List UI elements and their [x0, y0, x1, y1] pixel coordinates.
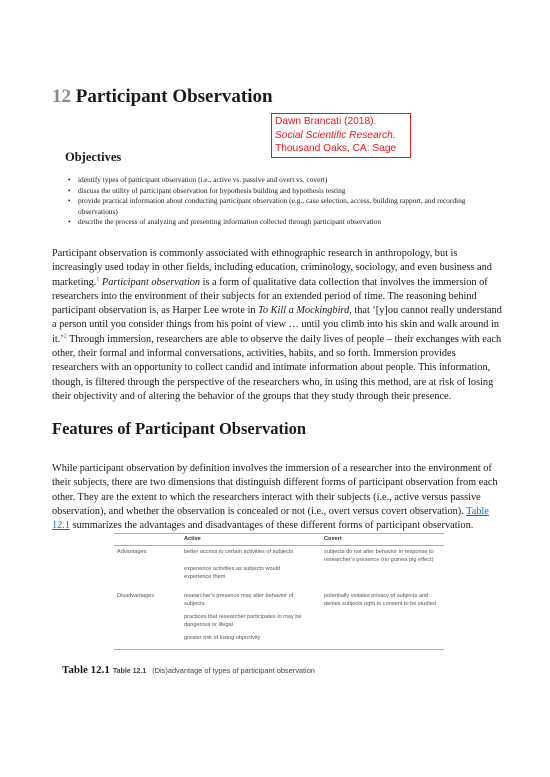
citation-publisher: Thousand Oaks, CA: Sage	[275, 143, 397, 154]
table-header-covert: Covert	[324, 536, 342, 542]
caption-label: Table 12.1	[62, 664, 110, 676]
chapter-title-text: Participant Observation	[75, 86, 273, 107]
intro-text-2: is a form of qualitative data collection that involves the immersion of researchers into the environment of their subjects for an extended period of time. The reasoning behind participant observation is, as Harper Lee wrote in	[52, 276, 488, 317]
table-cell: practices that researcher participates in may be dangerous or illegal	[184, 614, 302, 628]
table-cell: better access to certain activities of subjects	[184, 549, 294, 555]
table-cell: subjects do not alter behavior in response to researcher’s presence (no guinea pig effect)	[324, 549, 434, 563]
table-12-1-link[interactable]: Table 12.1	[52, 505, 489, 532]
book-title-mockingbird: To Kill a Mockingbird	[258, 305, 350, 317]
footnote-1-link[interactable]: 1	[96, 276, 100, 283]
table-cell: experience activities as subjects would experience them	[184, 566, 281, 580]
chapter-title	[52, 86, 273, 108]
features-text-2: summarizes the advantages and disadvantages of these different forms of participant observation.	[70, 520, 474, 532]
citation-author: Dawn Brancati (2018).	[275, 116, 377, 127]
features-paragraph	[52, 462, 502, 533]
comparison-table	[114, 531, 444, 651]
table-cell: researcher’s presence may alter behavior of subjects	[184, 593, 294, 607]
table-row-label-advantages: Advantages	[117, 549, 147, 555]
objectives-list	[62, 175, 502, 228]
citation-annotation-box	[271, 113, 411, 158]
chapter-number: 12	[52, 86, 71, 107]
footnote-2-link[interactable]: 2	[63, 333, 67, 340]
list-item: • identify types of participant observation (i.e., active vs. passive and overt vs. covert)	[62, 175, 502, 186]
objectives-heading: Objectives	[65, 150, 122, 164]
table-caption	[62, 660, 315, 678]
intro-text-3: , that ‘[y]ou cannot really understand a person until you consider things from his point of view … until you climb into his skin and walk around in it.’	[52, 305, 502, 345]
citation-book-title: Social Scientific Research.	[275, 129, 396, 141]
section-heading: Features of Participant Observation	[52, 419, 307, 438]
list-item: • discuss the utility of participant observation for hypothesis building and hypothesis testing	[62, 186, 502, 197]
caption-inner-label: Table 12.1	[112, 668, 147, 675]
intro-text-4: Through immersion, researchers are able to observe the daily lives of people – their exchanges with each other, their formal and informal conversations, activities, habits, and so forth. Immersion provides researchers with an opportunity to collect candid and intimate information about people. This information, though, is filtered through the perspective of the researchers who, in using this method, are at risk of losing their objectivity and of altering the behavior of the groups that they study through their presence.	[52, 333, 502, 402]
table-top-rule	[114, 533, 444, 534]
term-participant-observation: Participant observation	[101, 276, 201, 288]
table-cell: greater risk of losing objectivity	[184, 635, 261, 641]
list-item: • describe the process of analyzing and presenting information collected through participant observation	[62, 217, 502, 228]
table-row-label-disadvantages: Disadvantages	[117, 593, 155, 599]
table-header-rule	[114, 545, 444, 546]
table-bottom-rule	[114, 649, 444, 650]
table-cell: potentially violates privacy of subjects and denies subjects right to consent to be studied	[324, 593, 436, 607]
caption-text: (Dis)advantage of types of participant observation	[152, 666, 315, 675]
features-text-1: While participant observation by definition involves the immersion of a researcher into the environment of their subjects, there are two dimensions that distinguish different forms of participant observation from each other. They are the extent to which the researchers interact with their subjects (i.e., active versus passive observation), and whether the observation is concealed or not (i.e., overt versus covert observation).	[52, 463, 498, 517]
intro-paragraph	[52, 247, 502, 404]
list-item: • provide practical information about conducting participant observation (e.g., case selection, access, building rapport, and recording observations)	[62, 196, 502, 217]
intro-text-1: Participant observation is commonly associated with ethnographic research in anthropology, but is increasingly used today in other fields, including education, criminology, sociology, and even business and marketing.	[52, 248, 492, 288]
table-header-active: Active	[184, 536, 201, 542]
